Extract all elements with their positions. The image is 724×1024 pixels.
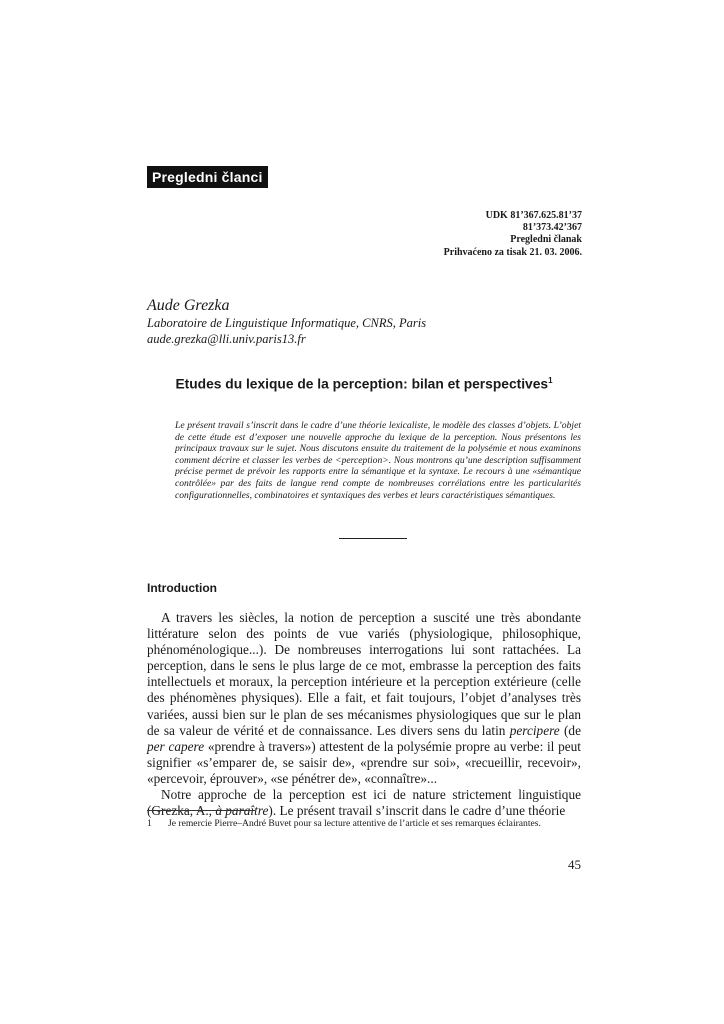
- article-title: [147, 372, 581, 394]
- paragraph: [147, 610, 581, 787]
- acceptance-date: Prihvaćeno za tisak 21. 03. 2006.: [443, 246, 582, 258]
- author-email: aude.grezka@lli.univ.paris13.fr: [147, 332, 306, 346]
- article-type: Pregledni članak: [510, 234, 582, 246]
- text-run: ). Le présent travail s’inscrit dans le cadre d’une théorie: [268, 803, 566, 819]
- udk-code: UDK 81’367.625.81’37: [485, 210, 582, 221]
- author-block: [147, 296, 426, 347]
- title-text: Etudes du lexique de la perception: bilan et perspectives: [175, 376, 549, 392]
- author-name: Aude Grezka: [147, 297, 230, 314]
- text-run: (de: [559, 722, 581, 738]
- footnote: [147, 818, 581, 831]
- footnote-rule: [147, 810, 255, 811]
- title-footnote-ref: 1: [548, 376, 553, 385]
- section-label: Pregledni članci: [147, 166, 268, 188]
- abstract: Le présent travail s’inscrit dans le cadre d’une théorie lexicaliste, le modèle des classes d’objets. L’objet de cette étude est d’exposer une nouvelle approche du lexique de la perception. Nous présentons les principaux travaux sur le sujet. Nous discutons ensuite du traitement de la polysémie et nous examinons comment décrire et classer les verbes de <perception>. Nous montrons qu’une description suffisamment précise permet de prévoir les rapports entre la sémantique et la syntaxe. Le recours à une «sémantique contrôlée» par des faits de langue rend compte de nombreuses corrélations entre les particularités configurationnelles, combinatoires et syntaxiques des verbes et leurs caractéristiques sémantiques.: [175, 420, 581, 501]
- paragraph: [147, 787, 581, 819]
- page-number: 45: [568, 857, 581, 872]
- section-heading-introduction: Introduction: [147, 581, 217, 595]
- udk-code-secondary: 81’373.42’367: [522, 222, 582, 234]
- latin-term: percipere: [509, 722, 560, 738]
- footnote-text: Je remercie Pierre–André Buvet pour sa lecture attentive de l’article et ses remarques éclairantes.: [168, 818, 541, 829]
- footnote-number: 1: [147, 818, 152, 829]
- introduction-body: [147, 610, 581, 819]
- text-run: A travers les siècles, la notion de perception a suscité une très abondante littérature selon des points de vue variés (physiologique, philosophique, phénoménologique...). De nombreuses interrogations lui sont rattachées. La perception, dans le sens le plus large de ce mot, embrasse la perception des faits intellectuels et moraux, la perception intérieure et la perception extérieure (celle des phénomènes physiques). Elle a fait, et fait toujours, l’objet d’analyses très variées, aussi bien sur le plan de ses mécanismes physiologiques que sur le plan de sa valeur de vérité et de connaissance. Les divers sens du latin: [147, 610, 581, 738]
- author-affiliation: Laboratoire de Linguistique Informatique, CNRS, Paris: [147, 316, 427, 330]
- separator-rule: [339, 538, 407, 539]
- classification-block: [444, 210, 582, 259]
- citation-note: à paraître: [215, 803, 269, 819]
- latin-term: per capere: [147, 738, 205, 754]
- text-run: «prendre à travers») attestent de la polysémie propre au verbe: il peut signifier «s’emparer de, se saisir de», «prendre sur soi», «recueillir, recevoir», «percevoir, éprouver», «se pénétrer de», «connaître»...: [147, 738, 581, 786]
- text-run: Notre approche de la perception est ici de nature strictement linguistique (Grezka, A.,: [147, 787, 581, 819]
